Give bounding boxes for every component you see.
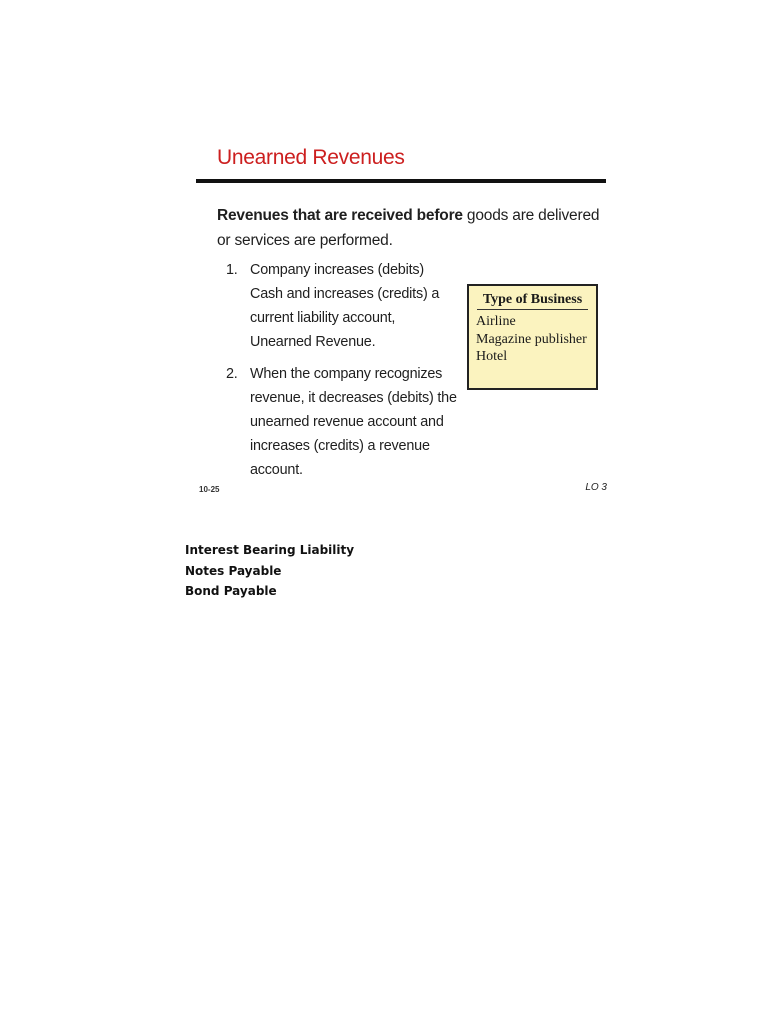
note-line: Bond Payable bbox=[185, 584, 277, 599]
intro-bold-text: Revenues that are received before bbox=[217, 207, 463, 224]
business-type-box bbox=[467, 284, 598, 390]
step-number: 1. bbox=[226, 262, 238, 278]
business-type-list bbox=[476, 313, 596, 366]
step-number: 2. bbox=[226, 366, 238, 382]
step-text: When the company recognizes revenue, it decreases (debits) the unearned revenue account and increases (credits) a revenue account. bbox=[250, 366, 457, 478]
list-item: Hotel bbox=[476, 349, 508, 364]
list-item bbox=[226, 362, 458, 482]
list-item: Magazine publisher bbox=[476, 331, 587, 347]
notes-list bbox=[185, 540, 354, 602]
steps-list bbox=[226, 258, 458, 482]
title-divider bbox=[196, 179, 606, 183]
slide-image bbox=[196, 140, 610, 500]
slide-number: 10-25 bbox=[199, 485, 220, 494]
slide-intro bbox=[217, 203, 607, 253]
note-line: Notes Payable bbox=[185, 563, 282, 578]
step-text: Company increases (debits) Cash and increases (credits) a current liability account, Unearned Revenue. bbox=[250, 262, 440, 350]
list-item bbox=[226, 258, 458, 354]
learning-objective-label: LO 3 bbox=[585, 482, 607, 493]
list-item: Airline bbox=[476, 314, 516, 329]
intro-text: goods are delivered or services are performed. bbox=[217, 207, 600, 249]
note-line: Interest Bearing Liability bbox=[185, 543, 355, 557]
slide-title: Unearned Revenues bbox=[217, 146, 405, 169]
business-type-heading: Type of Business bbox=[477, 291, 588, 310]
